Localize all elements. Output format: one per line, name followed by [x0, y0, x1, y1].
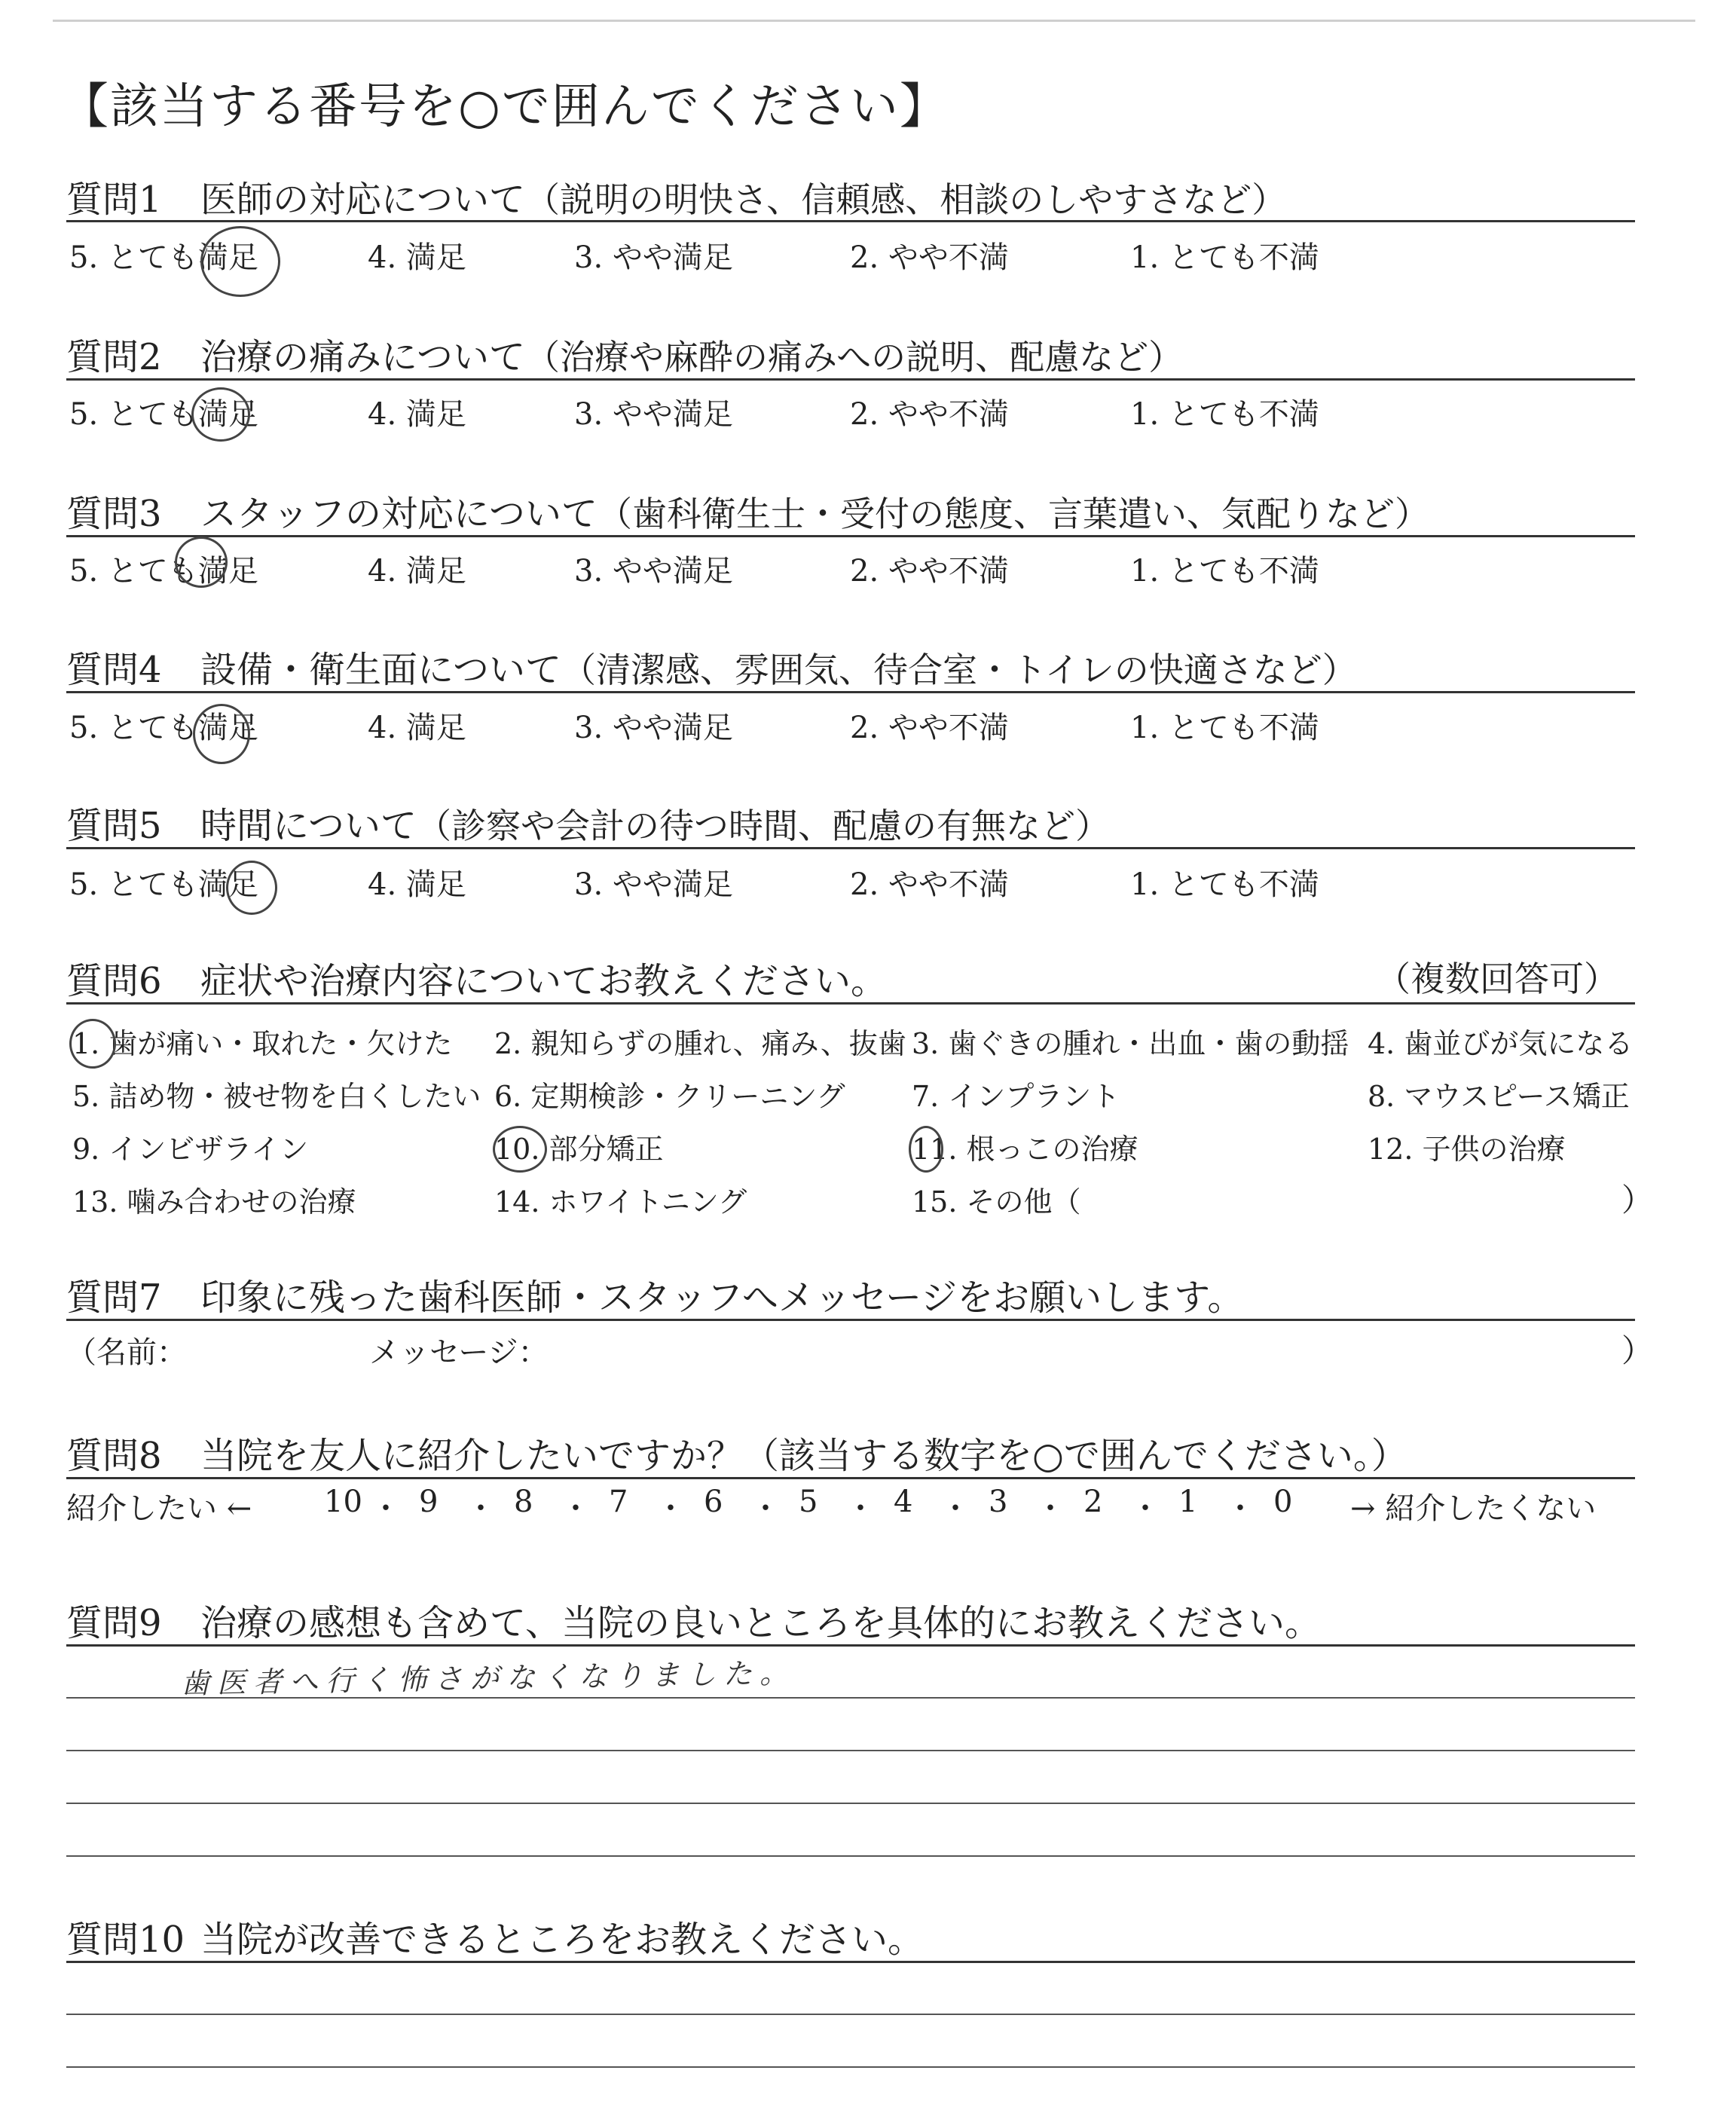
scale-number[interactable]: 10 — [324, 1485, 362, 1519]
question-subtitle: （治療や麻酔の痛みへの説明、配慮など） — [525, 337, 1184, 378]
rating-option[interactable]: 3. やや満足 — [574, 554, 733, 589]
rating-option[interactable]: 3. やや満足 — [574, 711, 733, 745]
divider — [66, 1319, 1635, 1321]
rating-option[interactable]: 5. とても満足 — [69, 711, 258, 745]
rating-option[interactable]: 2. やや不満 — [850, 554, 1009, 589]
scale-number[interactable]: 7 — [609, 1485, 628, 1519]
scale-separator: ・ — [561, 1491, 591, 1526]
instruction-header: 【該当する番号を○で囲んでください】 — [60, 79, 949, 135]
question-title: 当院が改善できるところをお教えください。 — [200, 1919, 925, 1961]
recommend-left-label: 紹介したい ← — [66, 1491, 252, 1526]
question-title: 当院を友人に紹介したいですか？（該当する数字を○で囲んでください。） — [200, 1435, 1407, 1477]
question-1 — [66, 170, 1286, 222]
question-title: 治療の感想も含めて、当院の良いところを具体的にお教えください。 — [200, 1602, 1322, 1644]
treatment-option[interactable]: 5. 詰め物・被せ物を白くしたい — [72, 1080, 481, 1113]
treatment-option[interactable]: 2. 親知らずの腫れ、痛み、抜歯 — [494, 1027, 906, 1060]
question-2 — [66, 328, 1183, 380]
answer-circle-mark — [191, 387, 250, 442]
question-10 — [66, 1910, 924, 1962]
rating-option[interactable]: 2. やや不満 — [850, 867, 1009, 902]
treatment-option[interactable]: 14. ホワイトニング — [494, 1185, 747, 1219]
rating-option[interactable]: 4. 満足 — [368, 240, 466, 275]
answer-line[interactable] — [66, 2066, 1635, 2068]
question-7 — [66, 1268, 1243, 1320]
question-title: 治療の痛みについて — [200, 336, 526, 378]
answer-circle-mark — [226, 861, 277, 915]
scale-number[interactable]: 0 — [1273, 1485, 1293, 1519]
question-number: 質問8 — [66, 1435, 162, 1477]
scale-number[interactable]: 3 — [989, 1485, 1008, 1519]
scale-separator: ・ — [1225, 1491, 1255, 1526]
question-subtitle: （歯科衛生士・受付の態度、言葉遣い、気配りなど） — [598, 494, 1430, 534]
scale-separator: ・ — [940, 1491, 970, 1526]
message-close-paren: ） — [1621, 1332, 1654, 1369]
question-title: 時間について — [200, 805, 417, 847]
rating-option[interactable]: 1. とても不満 — [1130, 240, 1319, 275]
rating-option[interactable]: 4. 満足 — [368, 867, 466, 902]
rating-option[interactable]: 1. とても不満 — [1130, 397, 1319, 432]
divider — [66, 1002, 1635, 1005]
divider — [66, 1477, 1635, 1479]
scale-separator: ・ — [466, 1491, 496, 1526]
rating-option[interactable]: 5. とても満足 — [69, 397, 258, 432]
answer-line[interactable] — [66, 1750, 1635, 1751]
rating-option[interactable]: 1. とても不満 — [1130, 711, 1319, 745]
treatment-option[interactable]: 13. 噛み合わせの治療 — [72, 1185, 356, 1219]
question-title: 設備・衛生面について — [200, 649, 562, 691]
rating-option[interactable]: 3. やや満足 — [574, 867, 733, 902]
rating-option[interactable]: 4. 満足 — [368, 554, 466, 589]
other-close-paren: ） — [1621, 1182, 1654, 1219]
treatment-option[interactable]: 6. 定期検診・クリーニング — [494, 1080, 845, 1113]
divider — [66, 691, 1635, 693]
answer-line[interactable] — [66, 1855, 1635, 1857]
divider — [66, 535, 1635, 537]
scale-separator: ・ — [1130, 1491, 1160, 1526]
treatment-option[interactable]: 3. 歯ぐきの腫れ・出血・歯の動揺 — [912, 1027, 1349, 1060]
question-number: 質問4 — [66, 649, 162, 691]
treatment-option[interactable]: 1. 歯が痛い・取れた・欠けた — [72, 1027, 453, 1060]
scale-separator: ・ — [656, 1491, 686, 1526]
question-title: 印象に残った歯科医師・スタッフへメッセージをお願いします。 — [200, 1277, 1244, 1319]
scale-separator: ・ — [750, 1491, 781, 1526]
question-subtitle: （清潔感、雰囲気、待合室・トイレの快適さなど） — [561, 650, 1357, 690]
answer-line[interactable] — [66, 1803, 1635, 1804]
scale-separator: ・ — [1035, 1491, 1065, 1526]
question-3 — [66, 485, 1429, 537]
answer-circle-mark — [175, 537, 228, 588]
rating-option[interactable]: 5. とても満足 — [69, 867, 258, 902]
rating-option[interactable]: 3. やや満足 — [574, 397, 733, 432]
question-subtitle: （診察や会計の待つ時間、配慮の有無など） — [417, 806, 1111, 846]
rating-option[interactable]: 5. とても満足 — [69, 554, 258, 589]
question-number: 質問2 — [66, 336, 162, 378]
question-number: 質問6 — [66, 960, 162, 1002]
question-number: 質問3 — [66, 493, 162, 535]
scale-number[interactable]: 4 — [894, 1485, 913, 1519]
rating-option[interactable]: 2. やや不満 — [850, 397, 1009, 432]
rating-option[interactable]: 2. やや不満 — [850, 240, 1009, 275]
answer-line[interactable] — [66, 2014, 1635, 2015]
question-4 — [66, 641, 1357, 693]
answer-circle-mark — [69, 1019, 116, 1069]
treatment-option[interactable]: 8. マウスピース矯正 — [1368, 1080, 1630, 1113]
rating-option[interactable]: 2. やや不満 — [850, 711, 1009, 745]
name-label: （名前： — [66, 1335, 187, 1370]
rating-option[interactable]: 3. やや満足 — [574, 240, 733, 275]
question-6 — [66, 952, 887, 1004]
treatment-option[interactable]: 11. 根っこの治療 — [912, 1133, 1138, 1166]
divider — [66, 220, 1635, 222]
rating-option[interactable]: 1. とても不満 — [1130, 554, 1319, 589]
question-number: 質問1 — [66, 179, 162, 221]
answer-circle-mark — [493, 1126, 547, 1173]
scale-separator: ・ — [371, 1491, 401, 1526]
question-title: 症状や治療内容についてお教えください。 — [200, 960, 888, 1002]
scale-separator: ・ — [845, 1491, 876, 1526]
treatment-option[interactable]: 9. インビザライン — [72, 1133, 309, 1166]
question-title: スタッフの対応について — [200, 493, 598, 535]
recommend-right-label: → 紹介したくない — [1350, 1491, 1597, 1526]
multiple-answer-note: （複数回答可） — [1376, 959, 1618, 999]
divider — [66, 1644, 1635, 1647]
rating-option[interactable]: 1. とても不満 — [1130, 867, 1319, 902]
rating-option[interactable]: 4. 満足 — [368, 711, 466, 745]
question-number: 質問9 — [66, 1602, 162, 1644]
treatment-option[interactable]: 10. 部分矯正 — [494, 1133, 664, 1166]
scale-number[interactable]: 5 — [799, 1485, 818, 1519]
answer-circle-mark — [200, 226, 280, 297]
rating-option[interactable]: 4. 満足 — [368, 397, 466, 432]
scale-number[interactable]: 1 — [1178, 1485, 1198, 1519]
question-5 — [66, 797, 1110, 849]
message-label: メッセージ： — [369, 1335, 549, 1370]
question-9 — [66, 1594, 1321, 1646]
answer-line[interactable] — [66, 1697, 1635, 1699]
question-subtitle: （説明の明快さ、信頼感、相談のしやすさなど） — [525, 179, 1287, 220]
treatment-option[interactable]: 4. 歯並びが気になる — [1368, 1027, 1634, 1060]
scale-number[interactable]: 6 — [704, 1485, 723, 1519]
rating-option[interactable]: 5. とても満足 — [69, 240, 258, 275]
question-number: 質問5 — [66, 805, 162, 847]
treatment-option[interactable]: 12. 子供の治療 — [1368, 1133, 1566, 1166]
question-number: 質問10 — [66, 1919, 185, 1961]
divider — [66, 378, 1635, 381]
divider — [66, 847, 1635, 849]
scale-number[interactable]: 2 — [1083, 1485, 1103, 1519]
divider — [66, 1961, 1635, 1963]
treatment-option[interactable]: 15. その他（ — [912, 1185, 1081, 1219]
question-8 — [66, 1427, 1407, 1479]
handwritten-answer: 歯医者へ行く怖さがなくなりました。 — [180, 1656, 796, 1701]
page-edge — [53, 20, 1695, 22]
question-title: 医師の対応について — [200, 179, 526, 221]
treatment-option[interactable]: 7. インプラント — [912, 1080, 1120, 1113]
scale-number[interactable]: 9 — [419, 1485, 439, 1519]
answer-circle-mark — [909, 1126, 943, 1173]
question-number: 質問7 — [66, 1277, 162, 1319]
scale-number[interactable]: 8 — [514, 1485, 533, 1519]
answer-circle-mark — [193, 704, 250, 764]
